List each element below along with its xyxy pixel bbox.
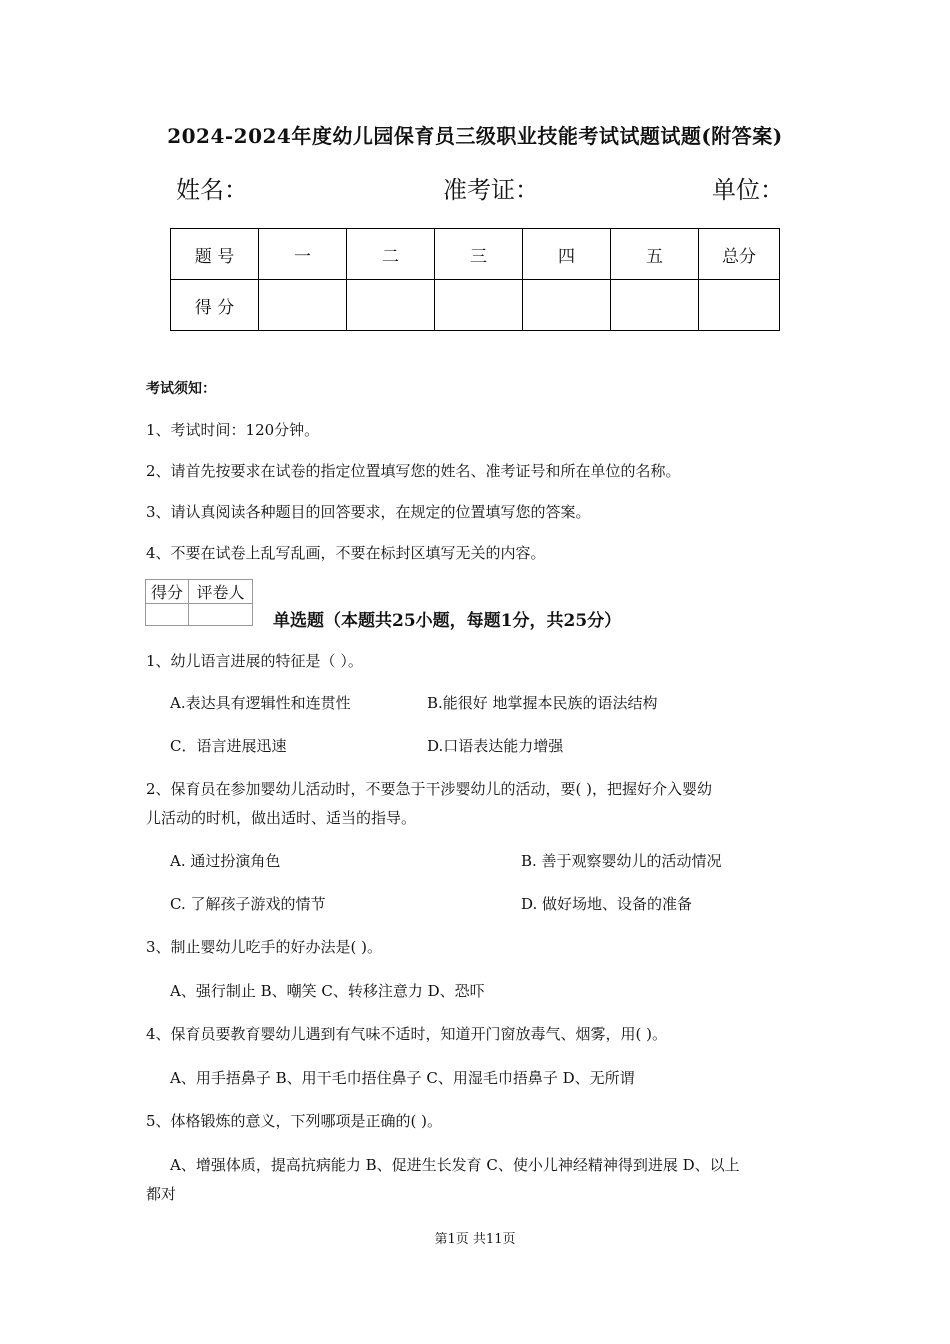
score-input-cell[interactable] (347, 280, 435, 331)
question-stem: 3、制止婴幼儿吃手的好办法是( )。 (146, 938, 383, 956)
grader-reviewer-label: 评卷人 (189, 580, 253, 604)
question-stem: 4、保育员要教育婴幼儿遇到有气味不适时，知道开门窗放毒气、烟雾，用( )。 (146, 1025, 668, 1043)
question-options[interactable]: A、强行制止 B、嘲笑 C、转移注意力 D、恐吓 (170, 982, 485, 1000)
notice-item: 1、考试时间：120分钟。 (146, 421, 320, 439)
score-table-cell: 二 (347, 229, 435, 280)
score-table-cell: 总分 (699, 229, 780, 280)
grader-reviewer-cell[interactable] (189, 604, 253, 626)
page-footer: 第1页 共11页 (434, 1232, 516, 1247)
option-d[interactable]: D.口语表达能力增强 (427, 737, 564, 755)
page-title: 2024-2024年度幼儿园保育员三级职业技能考试试题试题(附答案) (167, 124, 783, 148)
question-options[interactable]: A、用手捂鼻子 B、用干毛巾捂住鼻子 C、用湿毛巾捂鼻子 D、无所谓 (170, 1069, 635, 1087)
option-c[interactable]: C. 了解孩子游戏的情节 (170, 895, 326, 913)
question-options[interactable]: A、增强体质，提高抗病能力 B、促进生长发育 C、使小儿神经精神得到进展 D、以上 (170, 1156, 740, 1174)
question-options-continued: 都对 (146, 1185, 177, 1203)
question-stem: 5、体格锻炼的意义，下列哪项是正确的( )。 (146, 1112, 443, 1130)
name-label: 姓名： (176, 176, 248, 204)
question-stem: 2、保育员在参加婴幼儿活动时，不要急于干涉婴幼儿的活动，要( )，把握好介入婴幼 (146, 780, 713, 798)
option-c[interactable]: C．语言进展迅速 (170, 737, 287, 755)
score-table-cell: 得 分 (171, 280, 259, 331)
notice-item: 4、不要在试卷上乱写乱画，不要在标封区填写无关的内容。 (146, 544, 546, 562)
score-input-cell[interactable] (523, 280, 611, 331)
score-table-cell: 一 (259, 229, 347, 280)
score-input-cell[interactable] (699, 280, 780, 331)
question-stem: 1、幼儿语言进展的特征是（ ）。 (146, 652, 363, 670)
option-b[interactable]: B. 善于观察婴幼儿的活动情况 (521, 852, 722, 870)
option-d[interactable]: D. 做好场地、设备的准备 (521, 895, 693, 913)
option-a[interactable]: A. 通过扮演角色 (170, 852, 281, 870)
score-table-cell: 五 (611, 229, 699, 280)
score-table-header-row (171, 229, 780, 280)
section-title: 单选题（本题共25小题，每题1分，共25分） (273, 611, 622, 631)
option-b[interactable]: B.能很好 地掌握本民族的语法结构 (427, 694, 658, 712)
score-table-cell: 四 (523, 229, 611, 280)
notice-heading: 考试须知： (146, 381, 216, 397)
score-input-cell[interactable] (435, 280, 523, 331)
score-table-score-row (171, 280, 780, 331)
score-table-cell: 题 号 (171, 229, 259, 280)
score-input-cell[interactable] (259, 280, 347, 331)
score-table (170, 228, 780, 331)
notice-item: 3、请认真阅读各种题目的回答要求，在规定的位置填写您的答案。 (146, 503, 591, 521)
option-a[interactable]: A.表达具有逻辑性和连贯性 (170, 694, 351, 712)
question-stem-continued: 儿活动的时机，做出适时、适当的指导。 (146, 809, 417, 827)
grader-score-cell[interactable] (146, 604, 189, 626)
score-input-cell[interactable] (611, 280, 699, 331)
exam-id-label: 准考证： (443, 176, 539, 204)
score-table-cell: 三 (435, 229, 523, 280)
grader-score-label: 得分 (146, 580, 189, 604)
notice-item: 2、请首先按要求在试卷的指定位置填写您的姓名、准考证号和所在单位的名称。 (146, 462, 681, 480)
unit-label: 单位： (712, 176, 784, 204)
grader-table (145, 579, 253, 626)
